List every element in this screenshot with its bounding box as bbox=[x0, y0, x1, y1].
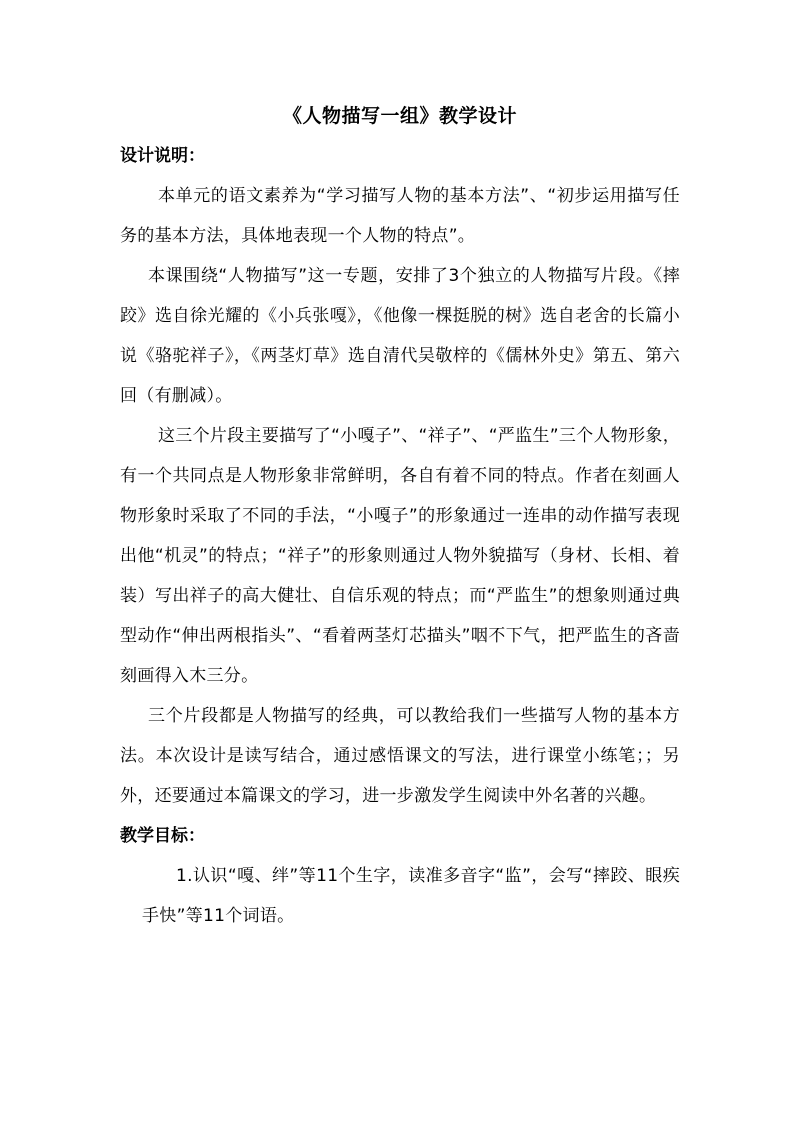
document-title: 《人物描写一组》教学设计 bbox=[282, 105, 517, 127]
document-body bbox=[120, 96, 680, 936]
goal-item-1: 1.认识“嘎、绊”等11个生字，读准多音字“监”，会写“摔跤、眼疾手快”等11个词语。 bbox=[142, 866, 680, 926]
paragraph-design-approach: 三个片段都是人物描写的经典，可以教给我们一些描写人物的基本方法。本次设计是读写结合，通过感悟课文的写法，进行课堂小练笔；；另外，还要通过本篇课文的学习，进一步激发学生阅读中外名著的兴趣。 bbox=[120, 706, 680, 806]
section-heading-design-notes: 设计说明： bbox=[120, 146, 205, 166]
section-heading-teaching-goals: 教学目标： bbox=[120, 826, 205, 846]
paragraph-unit-literacy: 本单元的语文素养为“学习描写人物的基本方法”、“初步运用描写任务的基本方法，具体地表现一个人物的特点”。 bbox=[120, 186, 680, 246]
paragraph-lesson-overview: 本课围绕“人物描写”这一专题，安排了3个独立的人物描写片段。《摔跤》选自徐光耀的《小兵张嘎》，《他像一棵挺脱的树》选自老舍的长篇小说《骆驼祥子》，《两茎灯草》选自清代吴敬梓的《儒林外史》第五、第六回（有删减）。 bbox=[120, 266, 680, 406]
paragraph-character-analysis: 这三个片段主要描写了“小嘎子”、“祥子”、“严监生”三个人物形象，有一个共同点是人物形象非常鲜明，各自有着不同的特点。作者在刻画人物形象时采取了不同的手法，“小嘎子”的形象通过一连串的动作描写表现出他“机灵”的特点；“祥子”的形象则通过人物外貌描写（身材、长相、着装）写出祥子的高大健壮、自信乐观的特点；而“严监生”的想象则通过典型动作“伸出两根指头”、“看着两茎灯芯描头”咽不下气，把严监生的吝啬刻画得入木三分。 bbox=[120, 426, 680, 686]
